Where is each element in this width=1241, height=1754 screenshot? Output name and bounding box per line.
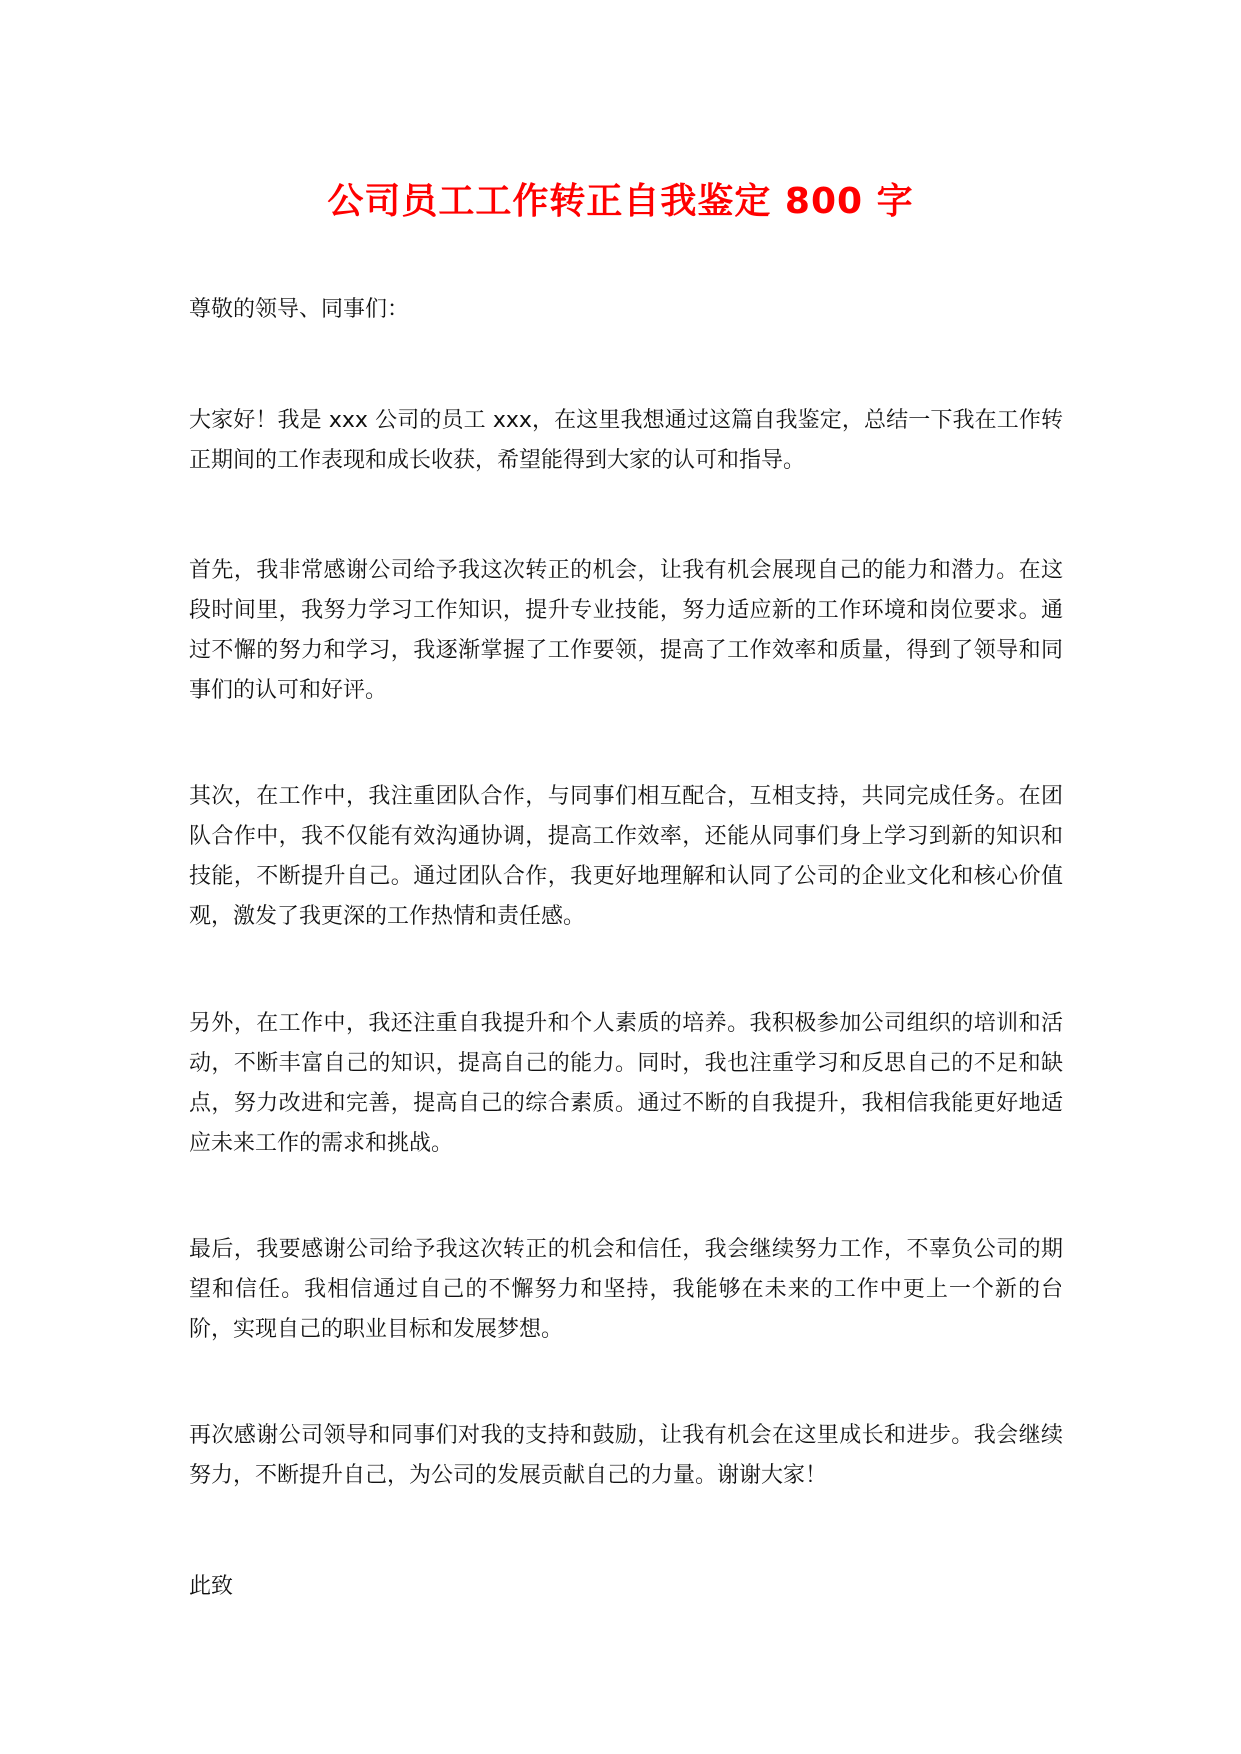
paragraph-thanks: 再次感谢公司领导和同事们对我的支持和鼓励，让我有机会在这里成长和进步。我会继续努力，不断提升自己，为公司的发展贡献自己的力量。谢谢大家！ <box>189 1423 1063 1488</box>
paragraph-third: 另外，在工作中，我还注重自我提升和个人素质的培养。我积极参加公司组织的培训和活动，不断丰富自己的知识，提高自己的能力。同时，我也注重学习和反思自己的不足和缺点，努力改进和完善，提高自己的综合素质。通过不断的自我提升，我相信我能更好地适应未来工作的需求和挑战。 <box>189 1011 1063 1156</box>
closing-line: 此致 <box>189 1574 234 1599</box>
paragraph-intro: 大家好！我是 xxx 公司的员工 xxx，在这里我想通过这篇自我鉴定，总结一下我在工作转正期间的工作表现和成长收获，希望能得到大家的认可和指导。 <box>189 408 1063 473</box>
paragraph-second: 其次，在工作中，我注重团队合作，与同事们相互配合，互相支持，共同完成任务。在团队合作中，我不仅能有效沟通协调，提高工作效率，还能从同事们身上学习到新的知识和技能，不断提升自己。通过团队合作，我更好地理解和认同了公司的企业文化和核心价值观，激发了我更深的工作热情和责任感。 <box>189 784 1063 929</box>
paragraph-last: 最后，我要感谢公司给予我这次转正的机会和信任，我会继续努力工作，不辜负公司的期望和信任。我相信通过自己的不懈努力和坚持，我能够在未来的工作中更上一个新的台阶，实现自己的职业目标和发展梦想。 <box>189 1237 1063 1342</box>
salutation: 尊敬的领导、同事们： <box>189 297 410 322</box>
document-title: 公司员工工作转正自我鉴定 800 字 <box>327 181 914 222</box>
paragraph-first: 首先，我非常感谢公司给予我这次转正的机会，让我有机会展现自己的能力和潜力。在这段时间里，我努力学习工作知识，提升专业技能，努力适应新的工作环境和岗位要求。通过不懈的努力和学习，我逐渐掌握了工作要领，提高了工作效率和质量，得到了领导和同事们的认可和好评。 <box>189 558 1063 703</box>
